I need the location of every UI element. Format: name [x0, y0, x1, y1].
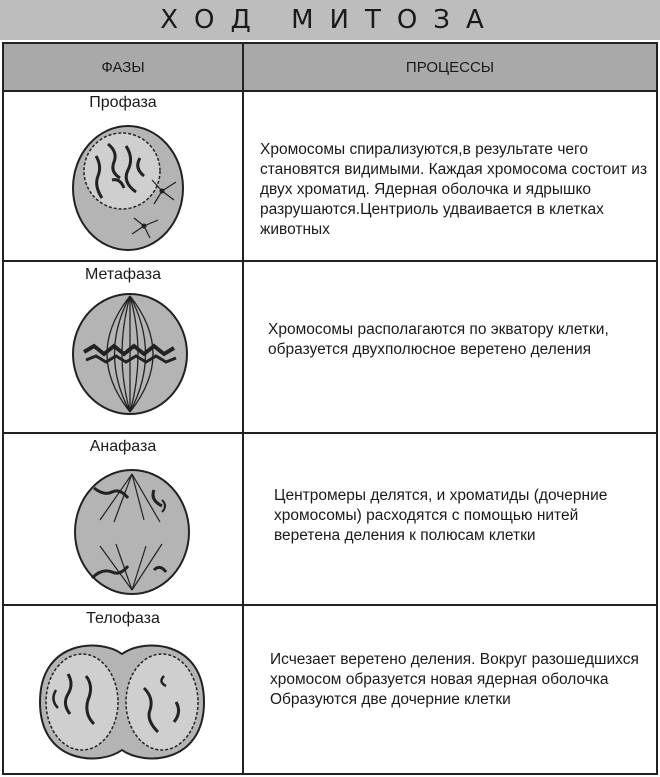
process-text: Хромосомы располагаются по экватору клетки, образуется двухполюсное веретено деления	[268, 321, 609, 358]
phase-name: Телофаза	[86, 610, 160, 627]
metaphase-diagram	[4, 288, 242, 433]
anaphase-diagram	[4, 460, 242, 605]
process-text: Центромеры делятся, и хроматиды (дочерние хромосомы) расходятся с помощью нитей веретена деления к полюсам клетки	[274, 487, 608, 544]
process-text: Исчезает веретено деления. Вокруг разошедшихся хромосом образуется новая ядерная оболочка Образуются две дочерние клетки	[270, 651, 639, 708]
table-row	[4, 434, 656, 606]
phase-name: Метафаза	[84, 266, 162, 283]
header-phases: ФАЗЫ	[4, 44, 244, 90]
phase-name: Профаза	[89, 94, 157, 111]
prophase-diagram	[4, 116, 242, 261]
phase-name: Анафаза	[89, 438, 157, 455]
mitosis-table	[2, 42, 658, 775]
table-header	[4, 44, 656, 92]
process-text: Хромосомы спирализуются,в результате чего становятся видимыми. Каждая хромосома состоит из двух хроматид. Ядерная оболочка и ядрышко разрушаются.Центриоль удваивается в клетках животных	[260, 141, 648, 238]
table-row	[4, 262, 656, 434]
table-row	[4, 606, 656, 773]
table-row	[4, 90, 656, 262]
page-title: ХОД МИТОЗА	[0, 0, 660, 40]
telophase-diagram	[4, 632, 242, 777]
header-processes: ПРОЦЕССЫ	[405, 58, 495, 76]
